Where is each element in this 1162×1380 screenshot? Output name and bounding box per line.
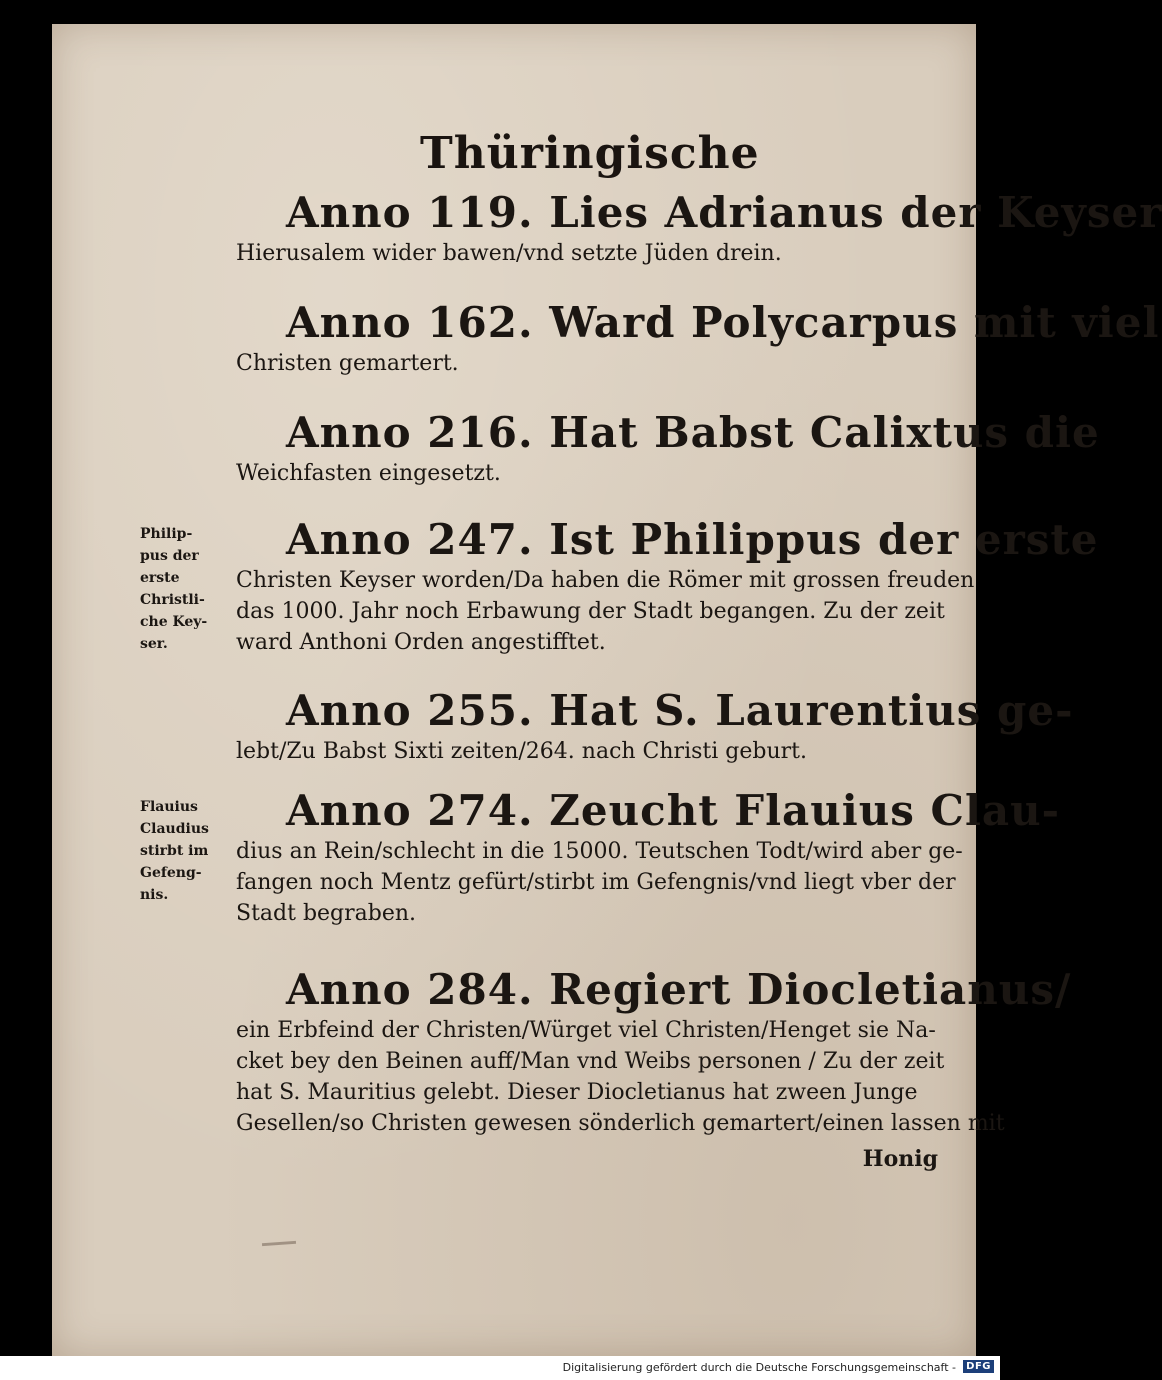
margin-note-line: Philip-: [140, 526, 193, 542]
running-head: Thüringische: [420, 128, 760, 179]
stray-ink-mark: [262, 1241, 296, 1246]
margin-note-line: erste: [140, 570, 180, 586]
entry-head: Anno 216. Hat Babst Calixtus die: [286, 408, 1100, 457]
entry-line: fangen noch Mentz gefürt/stirbt im Gefengnis/vnd liegt vber der: [236, 870, 956, 895]
entry-anno-119: [236, 188, 1162, 269]
margin-note-flauius: [140, 796, 235, 906]
entry-line: Christen gemartert.: [236, 351, 459, 376]
margin-note-line: Gefeng-: [140, 865, 202, 881]
entry-anno-216: [236, 408, 1100, 489]
dfg-logo-icon[interactable]: DFG: [963, 1360, 994, 1373]
entry-head: Anno 284. Regiert Diocletianus/: [286, 965, 1072, 1014]
margin-note-line: nis.: [140, 887, 169, 903]
entry-line: lebt/Zu Babst Sixti zeiten/264. nach Christi geburt.: [236, 739, 807, 764]
entry-anno-247: [236, 515, 1099, 658]
entry-line: Gesellen/so Christen gewesen sönderlich gemartert/einen lassen mit: [236, 1111, 1005, 1136]
entry-line: Hierusalem wider bawen/vnd setzte Jüden drein.: [236, 241, 782, 266]
entry-line: cket bey den Beinen auff/Man vnd Weibs personen / Zu der zeit: [236, 1049, 945, 1074]
margin-note-philippus: [140, 523, 235, 655]
margin-note-line: Flauius: [140, 799, 198, 815]
catchword: Honig: [862, 1146, 938, 1172]
margin-note-line: pus der: [140, 548, 199, 564]
entry-line: ward Anthoni Orden angestifftet.: [236, 630, 606, 655]
entry-head: Anno 162. Ward Polycarpus mit viel: [286, 298, 1160, 347]
entry-line: hat S. Mauritius gelebt. Dieser Diocletianus hat zween Junge: [236, 1080, 918, 1105]
entry-head: Anno 119. Lies Adrianus der Keyser: [286, 188, 1162, 237]
margin-note-line: che Key-: [140, 614, 208, 630]
footer-bar: [0, 1356, 1000, 1380]
entry-line: Stadt begraben.: [236, 901, 417, 926]
entry-line: das 1000. Jahr noch Erbawung der Stadt begangen. Zu der zeit: [236, 599, 945, 624]
entry-anno-284: [236, 965, 1071, 1139]
entry-line: Weichfasten eingesetzt.: [236, 461, 501, 486]
entry-head: Anno 274. Zeucht Flauius Clau-: [286, 786, 1061, 835]
entry-anno-255: [236, 686, 1074, 767]
entry-head: Anno 255. Hat S. Laurentius ge-: [286, 686, 1074, 735]
entry-anno-162: [236, 298, 1159, 379]
margin-note-line: Christli-: [140, 592, 205, 608]
entry-line: Christen Keyser worden/Da haben die Römer mit grossen freuden: [236, 568, 975, 593]
margin-note-line: Claudius: [140, 821, 209, 837]
entry-line: ein Erbfeind der Christen/Würget viel Christen/Henget sie Na-: [236, 1018, 936, 1043]
margin-note-line: stirbt im: [140, 843, 209, 859]
entry-head: Anno 247. Ist Philippus der erste: [286, 515, 1099, 564]
funding-notice[interactable]: Digitalisierung gefördert durch die Deutsche Forschungsgemeinschaft -: [562, 1361, 956, 1374]
entry-line: dius an Rein/schlecht in die 15000. Teutschen Todt/wird aber ge-: [236, 839, 963, 864]
margin-note-line: ser.: [140, 636, 168, 652]
entry-anno-274: [236, 786, 1060, 929]
